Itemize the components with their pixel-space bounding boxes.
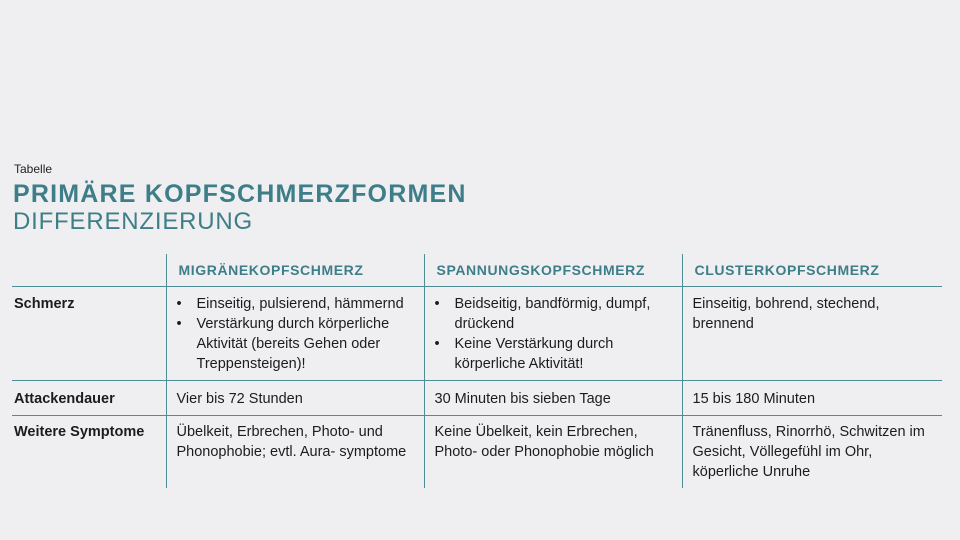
cell-migraene-dauer: Vier bis 72 Stunden [166, 380, 424, 415]
list-item: • Keine Verstärkung durch körperliche Aktivität! [435, 334, 676, 374]
cell-spannung-dauer: 30 Minuten bis sieben Tage [424, 380, 682, 415]
headache-comparison-table [12, 254, 942, 488]
cell-cluster-dauer: 15 bis 180 Minuten [682, 380, 942, 415]
table-header-row [12, 254, 942, 286]
cell-migraene-symptome: Übelkeit, Erbrechen, Photo- und Phonophobie; evtl. Aura- symptome [166, 415, 424, 488]
row-label-weitere-symptome: Weitere Symptome [14, 423, 145, 440]
table-caption-label: Tabelle [14, 162, 53, 176]
table-row [12, 415, 942, 488]
cell-cluster-schmerz: Einseitig, bohrend, stechend, brennend [682, 286, 942, 380]
header-migraene: MIGRÄNEKOPFSCHMERZ [166, 254, 424, 286]
list-item: • Verstärkung durch körperliche Aktivität (bereits Gehen oder Treppensteigen)! [177, 314, 418, 374]
header-empty [12, 254, 166, 286]
cell-migraene-schmerz [166, 286, 424, 380]
list-item: • Beidseitig, bandförmig, dumpf, drückend [435, 294, 676, 334]
table-row [12, 380, 942, 415]
row-label-attackendauer: Attackendauer [12, 380, 166, 415]
header-spannung: SPANNUNGSKOPFSCHMERZ [424, 254, 682, 286]
cell-spannung-schmerz [424, 286, 682, 380]
table-row [12, 286, 942, 380]
cell-cluster-symptome: Tränenfluss, Rinorrhö, Schwitzen im Gesicht, Völlegefühl im Ohr, köperliche Unruhe [682, 415, 942, 488]
page-title: PRIMÄRE KOPFSCHMERZFORMEN [13, 180, 467, 208]
page-subtitle: DIFFERENZIERUNG [13, 208, 253, 235]
cell-spannung-symptome: Keine Übelkeit, kein Erbrechen, Photo- oder Phonophobie möglich [424, 415, 682, 488]
list-item: • Einseitig, pulsierend, hämmernd [177, 294, 418, 314]
header-cluster: CLUSTERKOPFSCHMERZ [682, 254, 942, 286]
row-label-schmerz: Schmerz [12, 286, 166, 380]
